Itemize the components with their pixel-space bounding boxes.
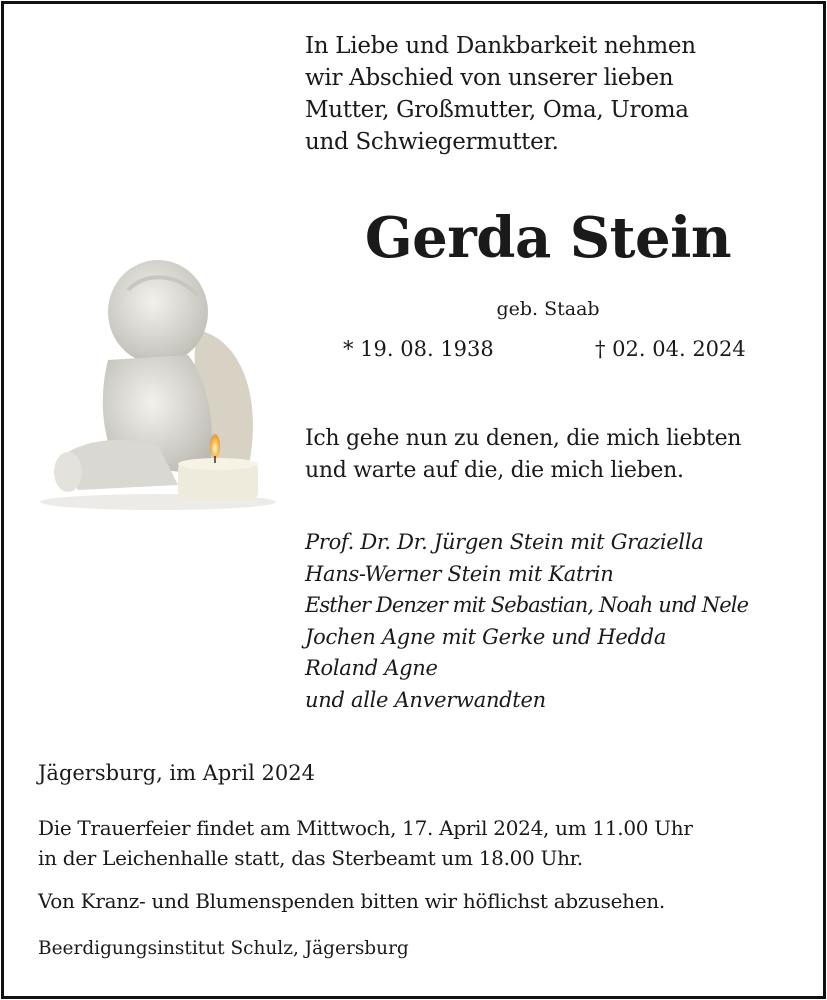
mourner: Prof. Dr. Dr. Jürgen Stein mit Graziella <box>305 530 704 554</box>
intro-text <box>305 30 696 158</box>
death-date: † 02. 04. 2024 <box>595 337 746 361</box>
birth-date: * 19. 08. 1938 <box>343 337 494 361</box>
mourner: Jochen Agne mit Gerke und Hedda <box>305 624 667 649</box>
ceremony-info <box>38 813 693 873</box>
mourner: Esther Denzer mit Sebastian, Noah und Nele <box>305 593 749 617</box>
intro-line: Mutter, Großmutter, Oma, Uroma <box>305 97 689 123</box>
mourner: Hans-Werner Stein mit Katrin <box>305 561 614 586</box>
ceremony-line: in der Leichenhalle statt, das Sterbeamt um 18.00 Uhr. <box>38 846 583 870</box>
intro-line: und Schwiegermutter. <box>305 129 559 155</box>
angel-with-candle-photo <box>38 250 283 512</box>
intro-line: wir Abschied von unserer lieben <box>305 65 674 91</box>
place-date: Jägersburg, im April 2024 <box>38 761 315 785</box>
flowers-note: Von Kranz- und Blumenspenden bitten wir höflichst abzusehen. <box>38 889 665 913</box>
deceased-name: Gerda Stein <box>364 205 732 271</box>
intro-line: In Liebe und Dankbarkeit nehmen <box>305 33 696 59</box>
ceremony-line: Die Trauerfeier findet am Mittwoch, 17. April 2024, um 11.00 Uhr <box>38 816 693 840</box>
birth-name: geb. Staab <box>496 298 600 320</box>
mourner: Roland Agne <box>305 656 438 680</box>
mourners-list <box>305 527 748 716</box>
quote-line: und warte auf die, die mich lieben. <box>305 458 684 483</box>
quote-line: Ich gehe nun zu denen, die mich liebten <box>305 426 742 451</box>
funeral-home: Beerdigungsinstitut Schulz, Jägersburg <box>38 938 409 959</box>
quote <box>305 423 741 487</box>
mourner: und alle Anverwandten <box>305 687 546 712</box>
